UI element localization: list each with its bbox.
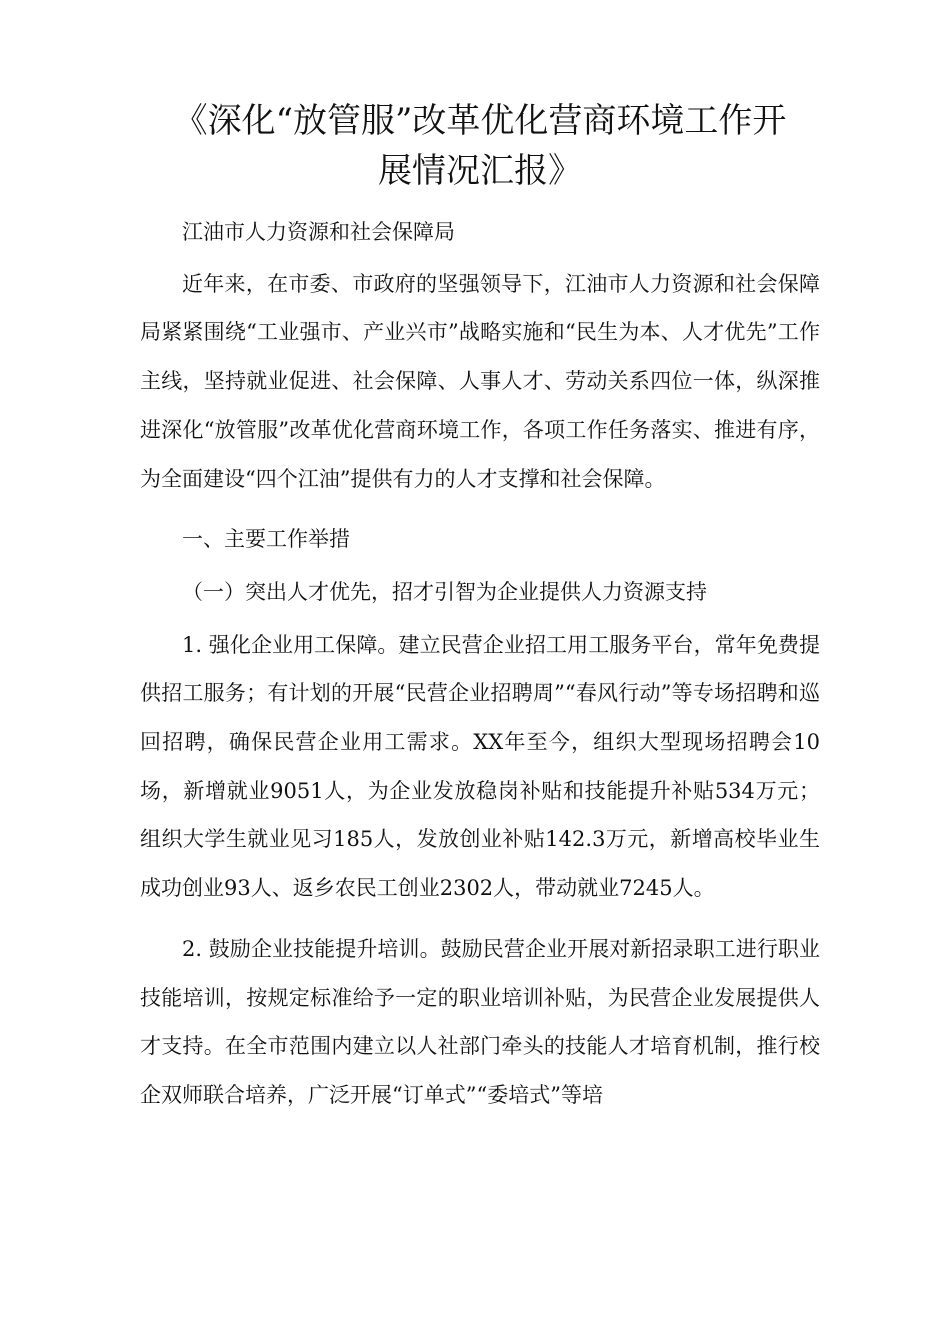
item-paragraph-2: 2. 鼓励企业技能提升培训。鼓励民营企业开展对新招录职工进行职业技能培训，按规定标准给予一定的职业培训补贴，为民营企业发展提供人才支持。在全市范围内建立以人社部门牵头的技能人才培育机制，推行校企双师联合培养，广泛开展“订单式”“委培式”等培 [140, 936, 820, 1107]
title-line-1: 《深化“放管服”改革优化营商环境工作开 [173, 101, 787, 141]
document-body [140, 96, 820, 1132]
intro-paragraph: 近年来，在市委、市政府的坚强领导下，江油市人力资源和社会保障局紧紧围绕“工业强市、产业兴市”战略实施和“民生为本、人才优先”工作主线，坚持就业促进、社会保障、人事人才、劳动关系四位一体，纵深推进深化“放管服”改革优化营商环境工作，各项工作任务落实、推进有序，为全面建设“四个江油”提供有力的人才支撑和社会保障。 [140, 271, 820, 491]
document-title [140, 96, 820, 196]
subsection-heading-1: （一）突出人才优先，招才引智为企业提供人力资源支持 [182, 579, 707, 604]
title-line-2: 展情况汇报》 [378, 151, 582, 191]
item-paragraph-1: 1. 强化企业用工保障。建立民营企业招工用工服务平台，常年免费提供招工服务；有计划的开展“民营企业招聘周”“春风行动”等专场招聘和巡回招聘，确保民营企业用工需求。XX年至今，组织大型现场招聘会10场，新增就业9051人，为企业发放稳岗补贴和技能提升补贴534万元；组织大学生就业见习185人，发放创业补贴142.3万元，新增高校毕业生成功创业93人、返乡农民工创业2302人，带动就业7245人。 [140, 632, 820, 901]
author-line: 江油市人力资源和社会保障局 [182, 220, 455, 244]
section-heading-1: 一、主要工作举措 [182, 527, 350, 552]
